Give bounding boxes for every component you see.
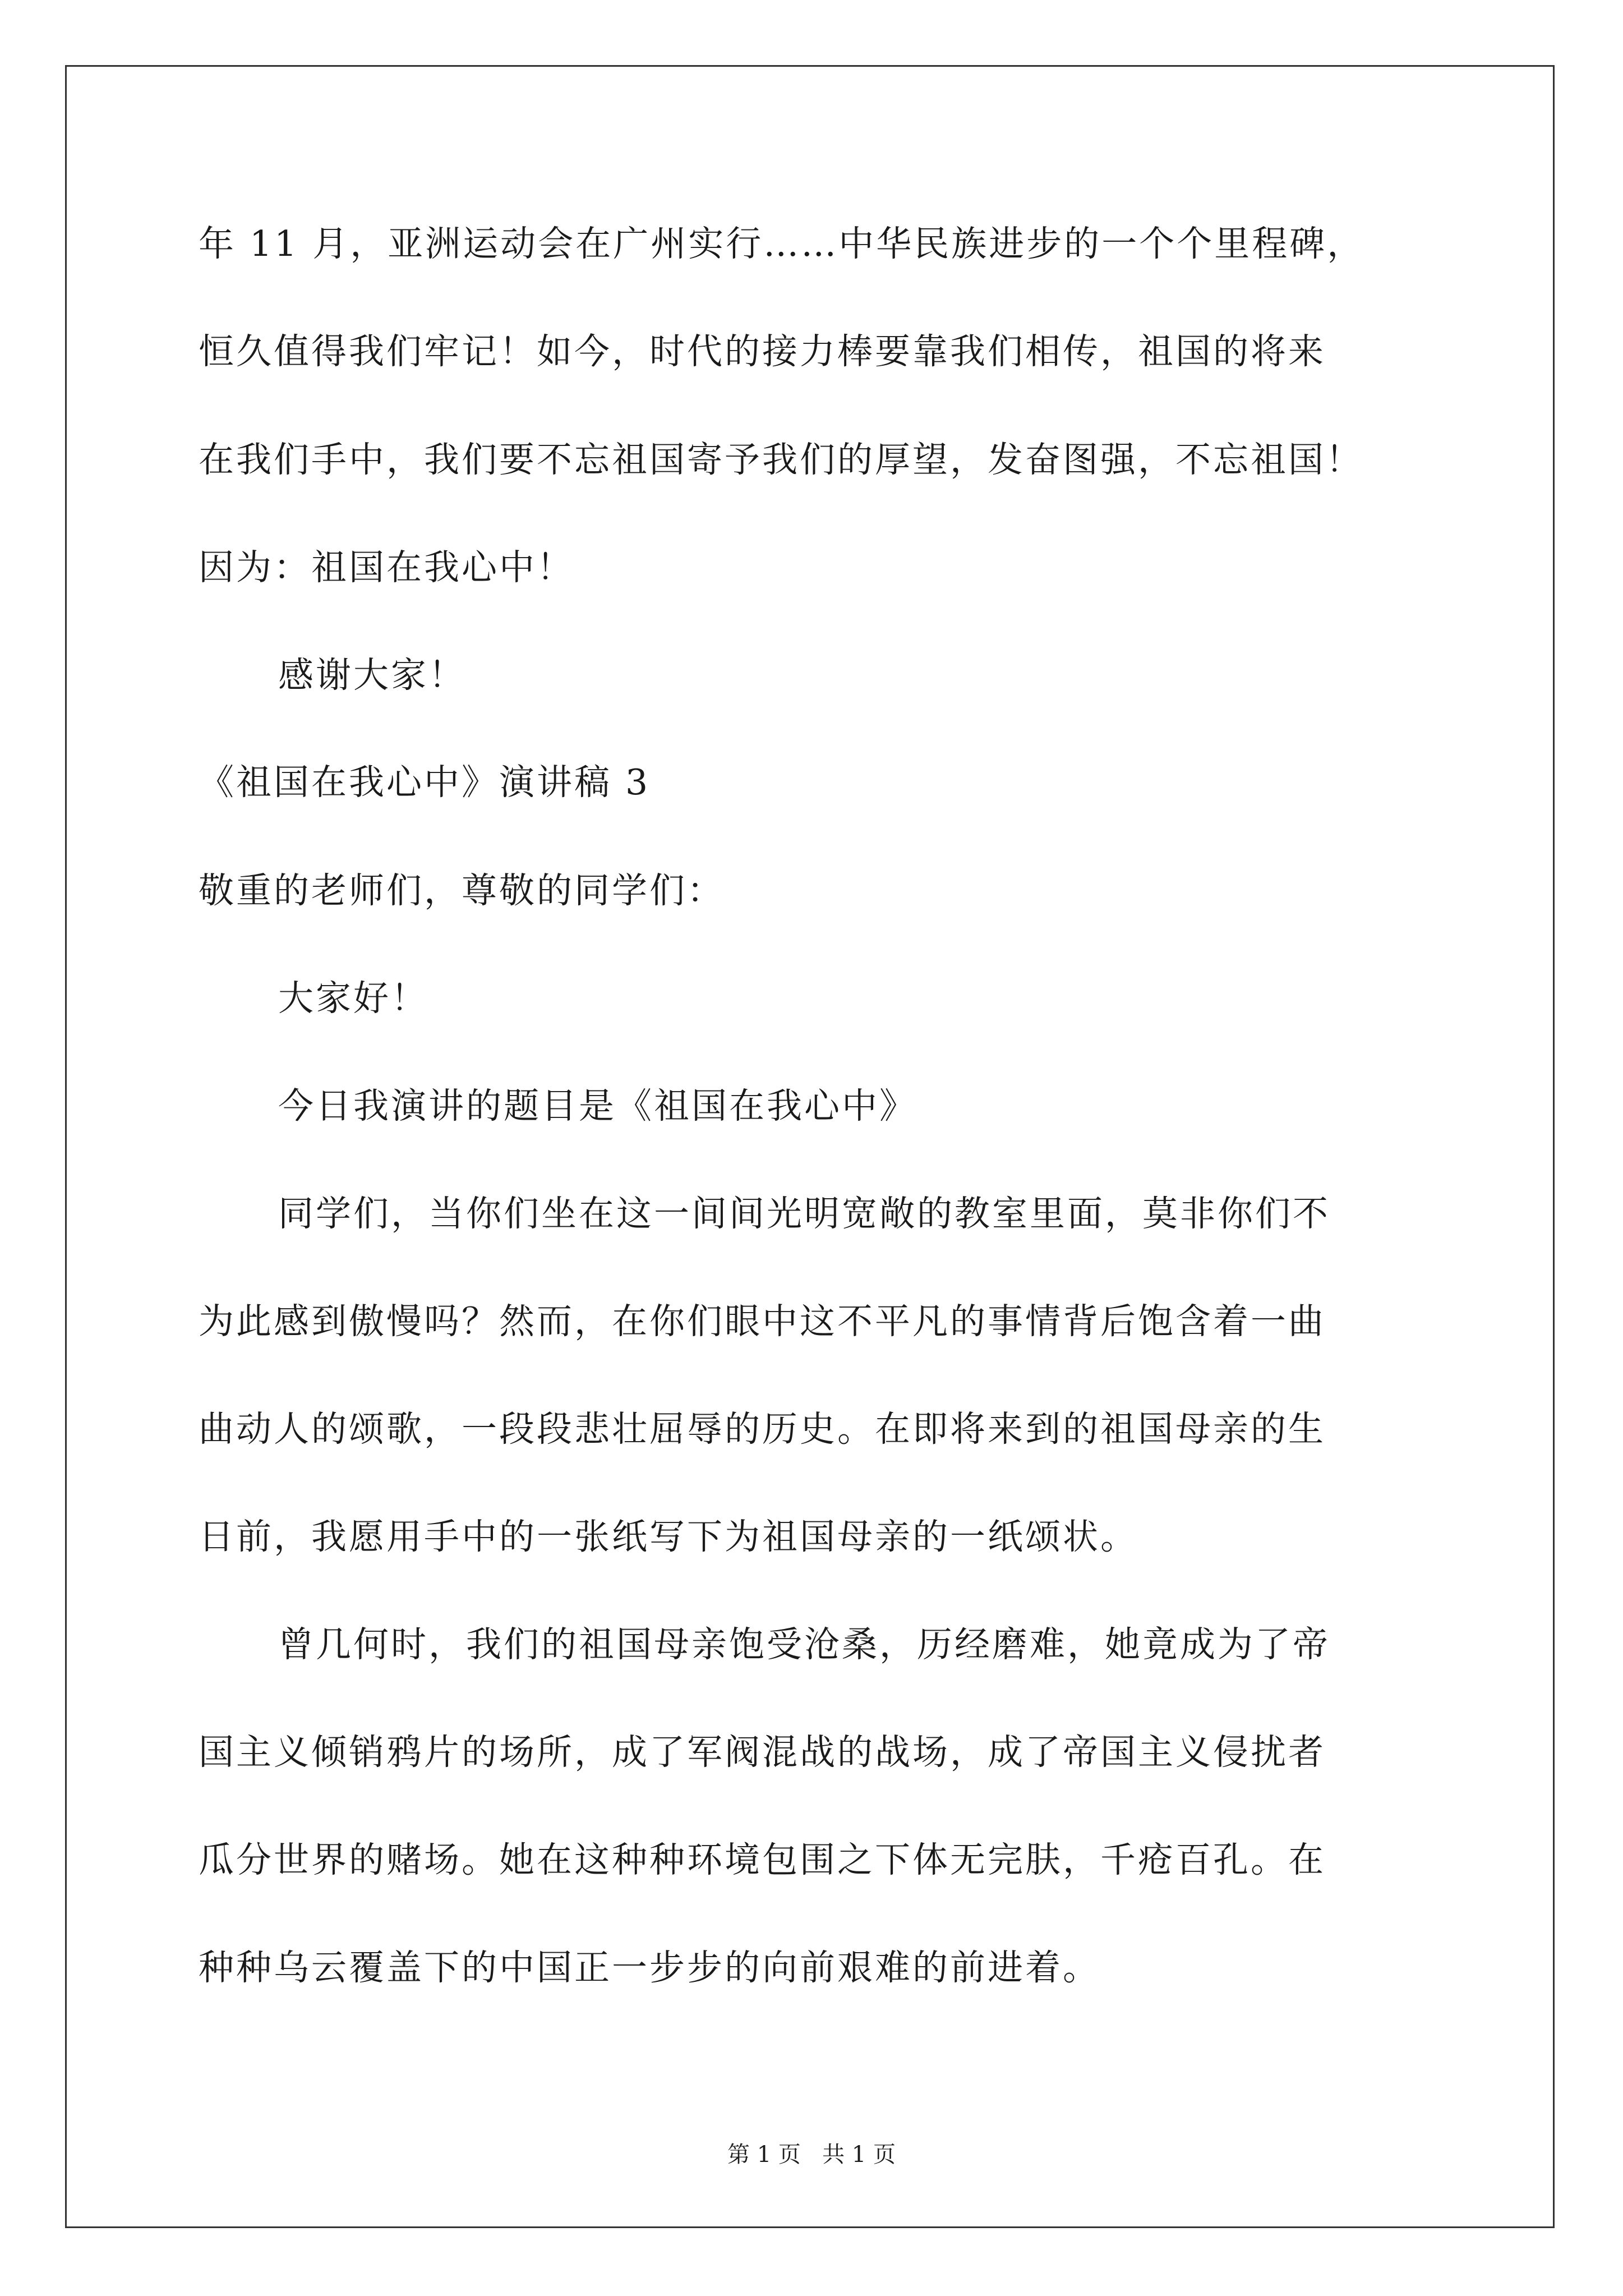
greeting: 大家好！ <box>278 978 428 1019</box>
text-line: 种种乌云覆盖下的中国正一步步的向前艰难的前进着。 <box>199 1947 1100 1988</box>
text-line: 瓜分世界的赌场。她在这种种环境包围之下体无完肤，千疮百孔。在 <box>199 1839 1326 1880</box>
page-footer: 第 1 页 共 1 页 <box>727 2142 896 2168</box>
text-line: 年 11 月，亚洲运动会在广州实行……中华民族进步的一个个里程碑， <box>199 223 1365 264</box>
text-line: 在我们手中，我们要不忘祖国寄予我们的厚望，发奋图强，不忘祖国！ <box>199 439 1363 480</box>
text-line: 曲动人的颂歌，一段段悲壮屈辱的历史。在即将来到的祖国母亲的生 <box>199 1409 1326 1450</box>
text-line: 同学们，当你们坐在这一间间光明宽敞的教室里面，莫非你们不 <box>278 1193 1330 1234</box>
text-line: 日前，我愿用手中的一张纸写下为祖国母亲的一纸颂状。 <box>199 1516 1138 1557</box>
text-line: 曾几何时，我们的祖国母亲饱受沧桑，历经磨难，她竟成为了帝 <box>278 1624 1330 1665</box>
text-line: 为此感到傲慢吗？然而，在你们眼中这不平凡的事情背后饱含着一曲 <box>199 1301 1326 1342</box>
text-line: 因为：祖国在我心中！ <box>199 547 574 588</box>
page-border <box>65 65 1555 2228</box>
topic-line: 今日我演讲的题目是《祖国在我心中》 <box>278 1085 917 1126</box>
text-line: 国主义倾销鸦片的场所，成了军阀混战的战场，成了帝国主义侵扰者 <box>199 1732 1326 1773</box>
salutation: 敬重的老师们，尊敬的同学们： <box>199 870 725 911</box>
text-line: 恒久值得我们牢记！如今，时代的接力棒要靠我们相传，祖国的将来 <box>199 331 1326 372</box>
section-heading: 《祖国在我心中》演讲稿 3 <box>199 762 651 803</box>
thanks-line: 感谢大家！ <box>278 655 466 696</box>
